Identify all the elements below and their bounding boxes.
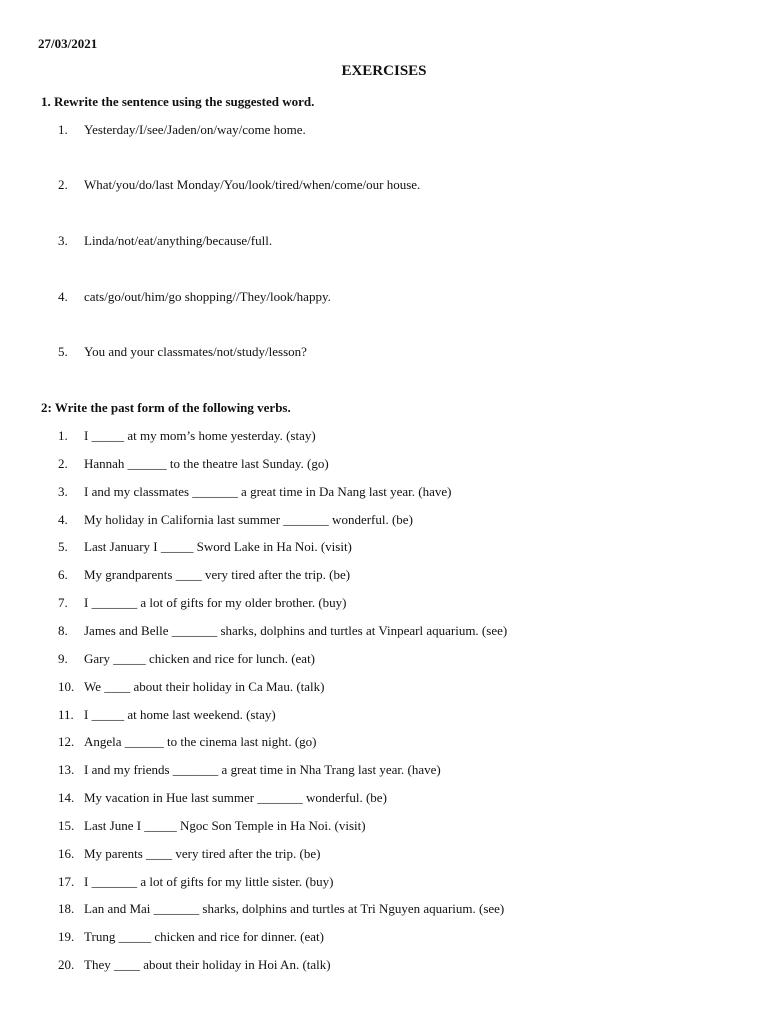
section1-item (58, 233, 748, 249)
section1-item (58, 289, 748, 305)
item-text: I _____ at home last weekend. (stay) (84, 706, 276, 722)
section2-item (58, 957, 748, 973)
section2-item (58, 707, 748, 723)
item-text: You and your classmates/not/study/lesson? (84, 344, 307, 359)
item-number: 19. (58, 929, 75, 945)
section2-item (58, 929, 748, 945)
item-number: 1. (58, 122, 68, 137)
item-text: What/you/do/last Monday/You/look/tired/when/come/our house. (84, 177, 421, 192)
item-text: cats/go/out/him/go shopping//They/look/happy. (84, 289, 331, 304)
section2-item (58, 762, 748, 778)
item-number: 2. (58, 455, 68, 471)
item-text: Gary _____ chicken and rice for lunch. (eat) (84, 650, 316, 666)
section2-item (58, 679, 748, 695)
item-number: 7. (58, 595, 68, 611)
item-text: My parents ____ very tired after the trip. (be) (84, 845, 321, 861)
item-text: We ____ about their holiday in Ca Mau. (talk) (84, 678, 325, 694)
section2-heading: 2: Write the past form of the following verbs. (41, 400, 291, 415)
item-text: James and Belle _______ sharks, dolphins and turtles at Vinpearl aquarium. (see) (84, 622, 508, 638)
item-text: Last June I _____ Ngoc Son Temple in Ha Noi. (visit) (84, 817, 366, 833)
section2-item (58, 651, 748, 667)
item-text: I _______ a lot of gifts for my little sister. (buy) (84, 873, 334, 889)
item-number: 20. (58, 957, 75, 973)
section2-item (58, 846, 748, 862)
section2-item (58, 901, 748, 917)
item-text: Angela ______ to the cinema last night. (go) (84, 734, 317, 750)
item-number: 15. (58, 817, 75, 833)
section2-item (58, 874, 748, 890)
item-text: Yesterday/I/see/Jaden/on/way/come home. (84, 122, 306, 137)
item-text: My vacation in Hue last summer _______ wonderful. (be) (84, 790, 387, 806)
item-text: My grandparents ____ very tired after the trip. (be) (84, 567, 351, 583)
item-number: 6. (58, 567, 68, 583)
item-text: Lan and Mai _______ sharks, dolphins and turtles at Tri Nguyen aquarium. (see) (84, 901, 505, 917)
item-text: Trung _____ chicken and rice for dinner. (eat) (84, 929, 324, 945)
item-number: 2. (58, 177, 68, 192)
section2-item (58, 456, 748, 472)
item-text: I and my classmates _______ a great time in Da Nang last year. (have) (84, 483, 452, 499)
item-number: 14. (58, 790, 75, 806)
item-number: 10. (58, 678, 75, 694)
item-number: 4. (58, 289, 68, 304)
section1-heading: 1. Rewrite the sentence using the suggested word. (41, 94, 315, 109)
item-number: 9. (58, 650, 68, 666)
section2-item (58, 790, 748, 806)
item-number: 8. (58, 622, 68, 638)
item-number: 4. (58, 511, 68, 527)
item-text: They ____ about their holiday in Hoi An. (talk) (84, 957, 331, 973)
section2-item (58, 595, 748, 611)
document-title: EXERCISES (341, 63, 427, 79)
item-text: I _______ a lot of gifts for my older brother. (buy) (84, 595, 347, 611)
item-text: I and my friends _______ a great time in Nha Trang last year. (have) (84, 762, 441, 778)
item-number: 5. (58, 539, 68, 555)
item-number: 3. (58, 233, 68, 248)
section2-item (58, 567, 748, 583)
item-number: 3. (58, 483, 68, 499)
section2-item (58, 734, 748, 750)
item-number: 5. (58, 344, 68, 359)
section2-item (58, 428, 748, 444)
section1-item (58, 122, 748, 138)
section1-item (58, 177, 748, 193)
item-number: 1. (58, 428, 68, 443)
document-date: 27/03/2021 (38, 36, 98, 51)
section2-item (58, 623, 748, 639)
section2-item (58, 484, 748, 500)
item-text: My holiday in California last summer _______ wonderful. (be) (84, 511, 413, 527)
item-text: Last January I _____ Sword Lake in Ha Noi. (visit) (84, 539, 352, 555)
section1-item (58, 344, 748, 360)
item-text: Linda/not/eat/anything/because/full. (84, 233, 273, 248)
item-number: 17. (58, 873, 75, 889)
section2-item (58, 818, 748, 834)
item-number: 16. (58, 845, 75, 861)
item-number: 11. (58, 706, 74, 722)
item-number: 18. (58, 901, 75, 917)
item-text: I _____ at my mom’s home yesterday. (stay) (84, 428, 316, 443)
item-number: 13. (58, 762, 75, 778)
section2-item (58, 512, 748, 528)
item-number: 12. (58, 734, 75, 750)
item-text: Hannah ______ to the theatre last Sunday. (go) (84, 455, 329, 471)
section2-item (58, 539, 748, 555)
